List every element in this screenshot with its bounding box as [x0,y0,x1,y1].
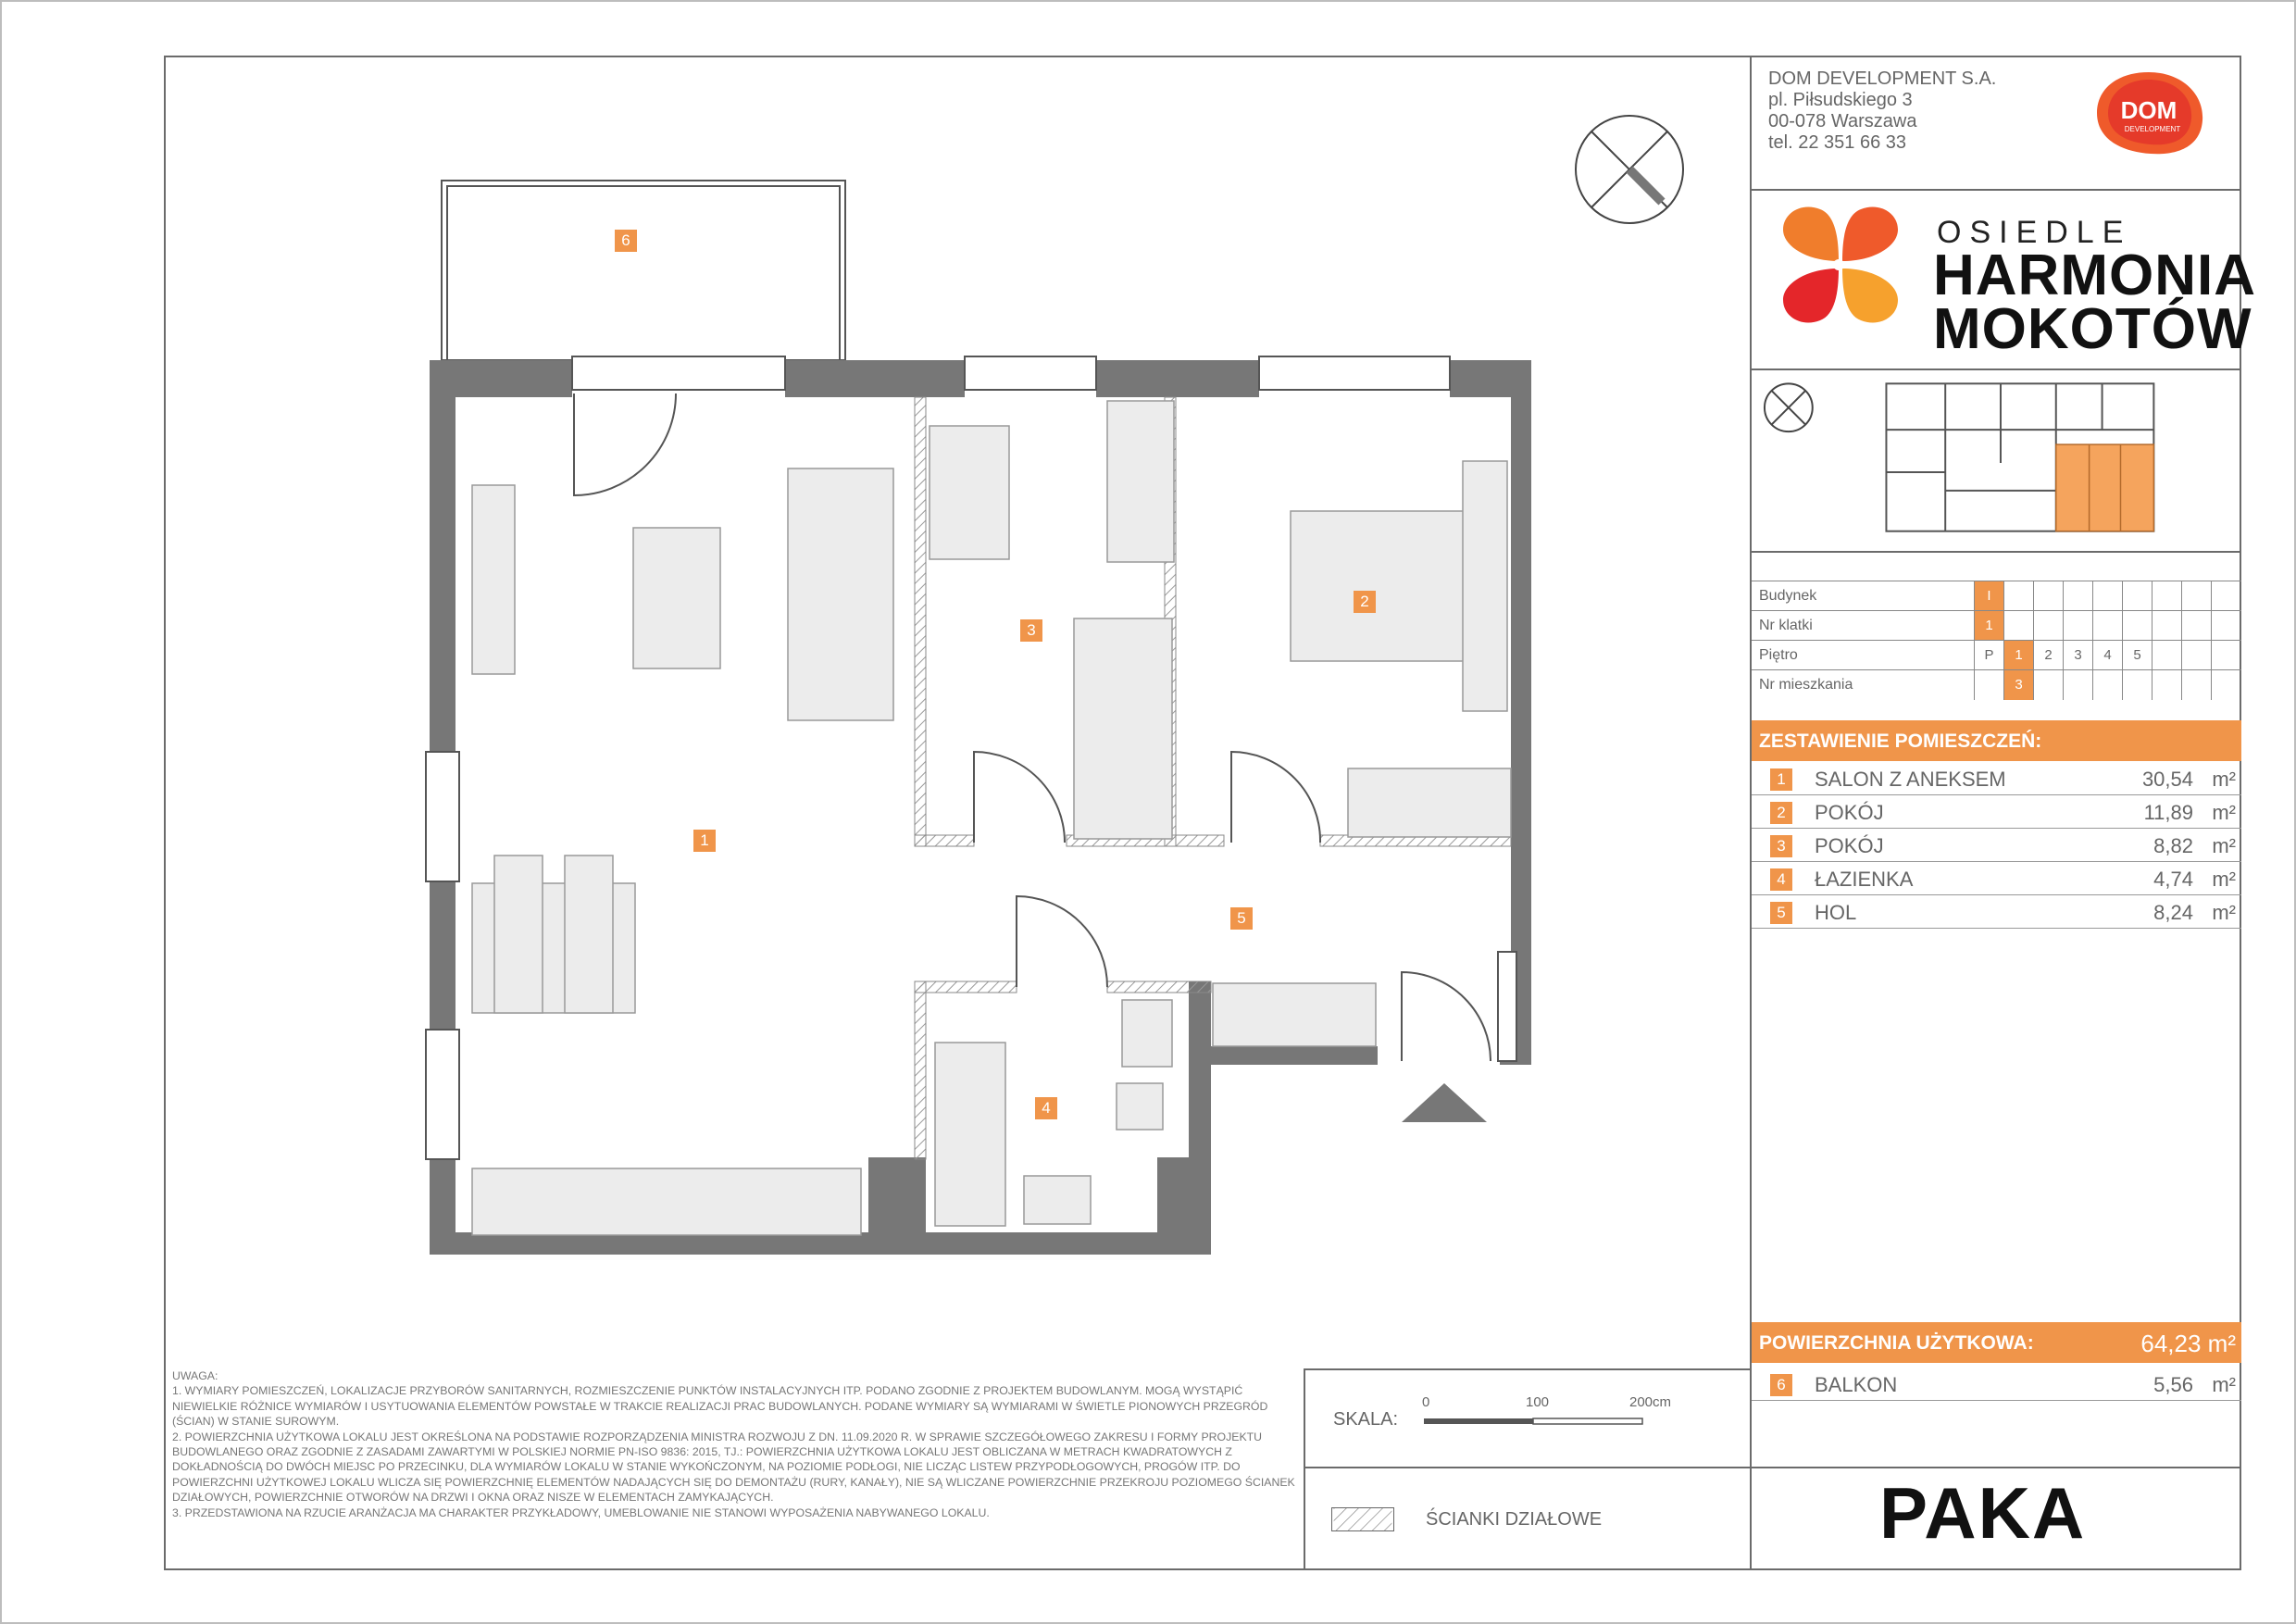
grid-cell [2181,611,2211,641]
grid-cell [2033,581,2063,611]
room-area: 8,24 [2153,901,2193,924]
company-name: DOM DEVELOPMENT S.A. [1768,69,1997,89]
room-name: HOL [1815,901,1857,924]
grid-cell: P [1974,641,2003,670]
grid-row-apartment [1752,669,2241,699]
grid-label: Nr klatki [1759,618,1813,633]
project-name-line1: HARMONIA [1933,244,2256,307]
room-area: 4,74 [2153,868,2193,891]
grid-cell [2003,581,2033,611]
grid-cell: 1 [1974,611,2003,641]
plan-tag-3: 3 [1020,619,1042,642]
divider [1305,1467,1752,1468]
balcony-name: BALKON [1815,1373,1898,1396]
balcony [442,181,845,362]
balcony-row [1752,1368,2241,1401]
room-row [1752,863,2241,895]
grid-cell [2122,581,2152,611]
logo-sub-text: DEVELOPMENT [2124,125,2181,133]
room-name: ŁAZIENKA [1815,868,1914,891]
company-address [1768,69,1996,154]
room-area: 11,89 [2143,801,2193,824]
grid-cell [2063,670,2092,700]
grid-cell [2211,581,2240,611]
notes-title: UWAGA: [172,1369,218,1382]
balcony-unit: m² [2212,1373,2236,1396]
grid-cell [2122,611,2152,641]
room-name: POKÓJ [1815,801,1884,824]
grid-cell [2211,641,2240,670]
scale-label: SKALA: [1333,1409,1399,1430]
company-street: pl. Piłsudskiego 3 [1768,90,1913,110]
room-num: 2 [1770,802,1792,824]
grid-cell: 5 [2122,641,2152,670]
key-plan-compass-icon [1765,383,1813,431]
grid-cell: 3 [2063,641,2092,670]
plan-tag-4: 4 [1035,1097,1057,1119]
grid-cell [2211,611,2240,641]
grid-cell [2092,581,2122,611]
project-name-line2: MOKOTÓW [1933,297,2252,361]
project-logo [1752,193,2256,369]
balcony-num: 6 [1770,1374,1792,1396]
grid-cell [2092,611,2122,641]
scale-tick-2: 200cm [1629,1394,1672,1410]
room-unit: m² [2212,834,2236,857]
divider [1752,1467,2241,1468]
grid-cell: I [1974,581,2003,611]
scale-tick-1: 100 [1526,1394,1550,1410]
room-unit: m² [2212,868,2236,891]
room-name: SALON Z ANEKSEM [1815,768,2006,791]
key-plan-highlight [2056,444,2154,531]
grid-cell [2152,641,2181,670]
grid-cell [2211,670,2240,700]
grid-label: Piętro [1759,647,1798,663]
room-area: 8,82 [2153,834,2193,857]
rooms-header-label: ZESTAWIENIE POMIESZCZEŃ: [1759,731,2042,752]
note-2: 2. POWIERZCHNIA UŻYTKOWA LOKALU JEST OKREŚLONA NA PODSTAWIE ROZPORZĄDZENIA MINISTRA ROZWOJU Z DN. 11.09.2020 R. W SPRAWIE SZCZEGÓŁOWEGO ZAKRESU I FORMY PROJEKTU BUDOWLANEGO ORAZ ZGODNIE Z ZASADAMI ZAWARTYMI W POLSKIEJ NORMIE PN-ISO 9836: 2015, TJ.: POWIERZCHNIA UŻYTKOWA LOKALU JEST OBLICZANA W METRACH KWADRATOWYCH Z DOKŁADNOŚCIĄ DO DWÓCH MIEJSC PO PRZECINKU, DLA WYMIARÓW LOKALU W STANIE WYKOŃCZONYM, NA POZIOMIE PODŁOGI, NIE LICZĄC LISTEW PRZYPODŁOGOWYCH, PROGÓW ITP. DO POWIERZCHNI UŻYTKOWEJ LOKALU WLICZA SIĘ POWIERZCHNIĘ ELEMENTÓW NADAJĄCYCH SIĘ DO DEMONTAŻU (RURY, KANAŁY), NIE SĄ WLICZANE POWIERZCHNIE PRZEKROJU POZIOMEGO ŚCIANEK DZIAŁOWYCH, POWIERZCHNIE OTWORÓW NA DRZWI I OKNA ORAZ NISZE W ELEMENTACH ZAMYKAJĄCYCH. [172,1430,1295,1505]
doors [574,394,1491,1061]
grid-cell [2033,611,2063,641]
divider [1752,189,2241,191]
grid-cell: 4 [2092,641,2122,670]
company-city: 00-078 Warszawa [1768,111,1917,131]
paka-logo: PAKA [1879,1472,2087,1554]
grid-cell: 2 [2033,641,2063,670]
total-area-value: 64,23 m² [2140,1330,2236,1357]
notes [172,1368,1298,1520]
room-row [1752,896,2241,929]
grid-cell [2003,611,2033,641]
total-area [1752,1322,2241,1363]
harmonia-flower-icon [1770,196,1907,333]
grid-cell: 1 [2003,641,2033,670]
furniture [472,401,1511,1235]
grid-row-floor [1752,640,2241,669]
note-1: 1. WYMIARY POMIESZCZEŃ, LOKALIZACJE PRZYBORÓW SANITARNYCH, ROZMIESZCZENIE PUNKTÓW INSTALACYJNYCH ITP. PODANO ZGODNIE Z PROJEKTEM BUDOWLANYM. MOGĄ WYSTĄPIĆ NIEWIELKIE RÓŻNICE WYMIARÓW I USYTUOWANIA ELEMENTÓW POWSTAŁE W TRAKCIE REALIZACJI PRAC BUDOWLANYCH. PODANE WYMIARY SĄ WYMIARAMI W ŚWIETLE PIONOWYCH PRZEGRÓD (ŚCIAN) W STANIE SUROWYM. [172,1384,1268,1429]
grid-cell [2122,670,2152,700]
logo-main-text: DOM [2120,96,2177,124]
grid-row-staircase [1752,610,2241,640]
project-prefix: OSIEDLE [1937,215,2132,250]
grid-cell: 3 [2003,670,2033,700]
plan-tag-2: 2 [1354,591,1376,613]
partition-walls-label: ŚCIANKI DZIAŁOWE [1426,1509,1603,1530]
room-num: 5 [1770,902,1792,924]
note-3: 3. PRZEDSTAWIONA NA RZUCIE ARANŻACJA MA CHARAKTER PRZYKŁADOWY, UMEBLOWANIE NIE STANOWI WYPOSAŻENIA NABYWANEGO LOKALU. [172,1505,990,1519]
room-row [1752,763,2241,795]
grid-cell [2181,670,2211,700]
scale-tick-0: 0 [1422,1394,1430,1410]
grid-cell [2152,581,2181,611]
scale-legend-box [1304,1368,1752,1570]
grid-cell [2152,611,2181,641]
grid-cell [2033,670,2063,700]
room-row [1752,796,2241,829]
north-arrow-icon [1576,116,1683,223]
grid-cell [2152,670,2181,700]
entrance-arrow-icon [1402,1083,1487,1122]
partition-wall-swatch [1331,1507,1394,1531]
room-name: POKÓJ [1815,834,1884,857]
room-row [1752,830,2241,862]
room-unit: m² [2212,901,2236,924]
dom-development-logo [2090,69,2208,157]
grid-cell [1974,670,2003,700]
grid-cell [2181,641,2211,670]
total-area-label: POWIERZCHNIA UŻYTKOWA: [1759,1332,2034,1354]
plan-tag-5: 5 [1230,907,1253,930]
grid-label: Budynek [1759,588,1817,604]
grid-row-building [1752,581,2241,610]
room-num: 4 [1770,868,1792,891]
balcony-area: 5,56 [2153,1373,2193,1396]
scale-bar [1422,1394,1672,1422]
key-plan [1752,370,2241,552]
plan-tag-1: 1 [693,830,716,852]
grid-label: Nr mieszkania [1759,677,1853,693]
company-phone: tel. 22 351 66 33 [1768,132,1907,153]
rooms-header [1752,720,2241,761]
plan-tag-6: 6 [615,230,637,252]
grid-cell [2063,611,2092,641]
divider [1752,551,2241,553]
grid-cell [2063,581,2092,611]
info-panel [1750,56,2256,1570]
room-num: 3 [1770,835,1792,857]
grid-cell [2092,670,2122,700]
room-unit: m² [2212,768,2236,791]
room-unit: m² [2212,801,2236,824]
room-area: 30,54 [2141,768,2193,791]
grid-cell [2181,581,2211,611]
room-num: 1 [1770,768,1792,791]
